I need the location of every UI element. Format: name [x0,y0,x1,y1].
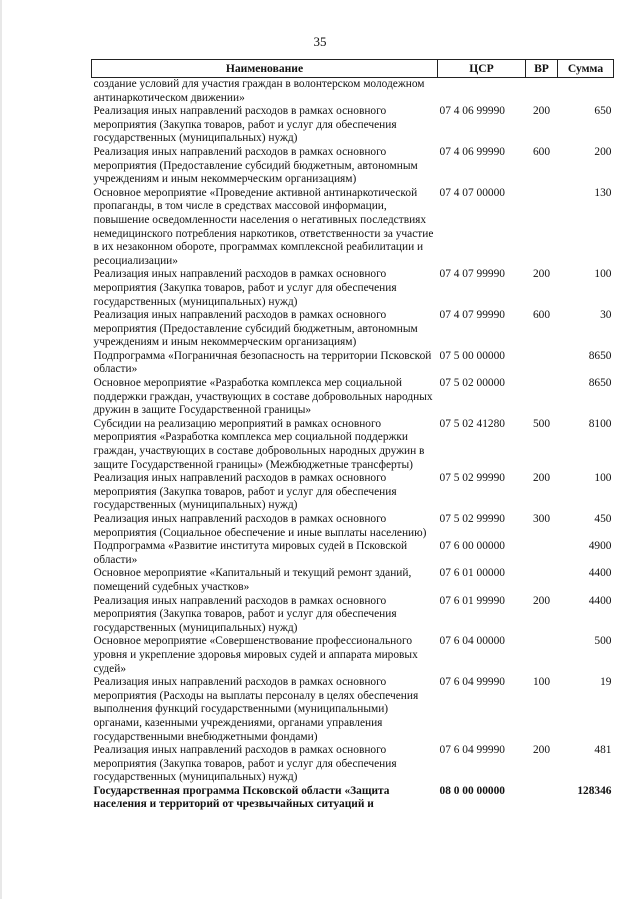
row-sum-cell: 100 [594,268,612,281]
row-csr-cell: 08 0 00 00000 [439,784,505,797]
row-vr-cell: 600 [532,145,551,158]
row-sum-cell: 650 [594,105,612,118]
row-name-cell: создание условий для участия граждан в волонтерском молодежном антинаркотическом движении» [92,78,438,106]
row-vr-cell: 200 [532,744,551,757]
row-name-cell: Подпрограмма «Развитие института мировых судей в Псковской области» [93,540,408,566]
header-row [92,60,614,78]
row-sum-cell: 30 [600,309,612,322]
row-vr-cell: 200 [532,594,551,607]
row-name-cell: Реализация иных направлений расходов в рамках основного мероприятия (Закупка товаров, работ и услуг для обеспечения государственных (муниципальных) нужд) [93,472,397,512]
row-name-cell: Подпрограмма «Пограничная безопасность на территории Псковской области» [93,349,432,376]
row-csr-cell: 07 4 06 99990 [439,145,505,158]
column-header-csr: ЦСР [438,60,526,78]
table-row [92,785,614,812]
row-name-cell: Реализация иных направлений расходов в рамках основного мероприятия (Закупка товаров, работ и услуг для обеспечения государственных (муниципальных) нужд) [93,268,397,308]
row-sum-cell: 4400 [588,567,612,580]
row-sum-cell: 19 [600,676,612,689]
row-name-cell: Реализация иных направлений расходов в рамках основного мероприятия (Предоставление субсидий бюджетным, автономным учреждениям и иным некоммерческим организациям) [93,145,418,186]
row-vr-cell: 300 [532,513,551,525]
column-header-vr: ВР [526,60,558,78]
row-name-cell: Реализация иных направлений расходов в рамках основного мероприятия (Закупка товаров, работ и услуг для обеспечения государственных (муниципальных) нужд) [93,744,397,784]
row-vr-cell [526,785,558,812]
table-row [92,472,614,513]
table-row [92,418,614,472]
row-csr-cell: 07 6 04 99990 [439,744,505,757]
row-vr-cell: 200 [532,268,551,281]
row-vr-cell [526,350,558,377]
row-sum-cell: 4400 [588,594,612,607]
table-row [92,350,614,377]
row-csr-cell: 07 6 01 99990 [439,594,505,607]
row-vr-cell: 600 [532,309,551,322]
row-vr-cell [526,567,558,594]
table-row [92,513,614,540]
row-sum-cell: 100 [594,472,612,485]
table-body [92,78,614,813]
row-csr-cell: 07 6 01 00000 [439,567,505,580]
row-csr-cell: 07 4 06 99990 [439,105,505,118]
row-sum-cell: 200 [594,145,612,158]
scan-edge [0,0,2,899]
row-vr-cell: 100 [532,676,551,689]
row-sum-cell: 128346 [577,784,612,797]
page-number: 35 [313,34,327,49]
row-vr-cell: 500 [532,417,551,430]
row-vr-cell [526,187,558,269]
table-header [92,60,614,78]
row-csr-cell: 07 5 00 00000 [439,349,505,362]
table-row [92,567,614,594]
row-csr-cell: 07 6 04 00000 [439,635,505,648]
row-vr-cell [526,540,558,567]
row-name-cell: Реализация иных направлений расходов в рамках основного мероприятия (Предоставление субсидий бюджетным, автономным учреждениям и иным некоммерческим организациям) [93,309,418,349]
row-name-cell: Реализация иных направлений расходов в рамках основного мероприятия (Закупка товаров, работ и услуг для обеспечения государственных (муниципальных) нужд) [93,594,397,634]
column-header-sum: Сумма [558,60,614,78]
row-sum-cell [558,78,614,106]
row-csr-cell: 07 6 00 00000 [439,540,505,553]
row-name-cell: Реализация иных направлений расходов в рамках основного мероприятия (Социальное обеспечение и иные выплаты населению) [93,513,427,539]
row-csr-cell: 07 5 02 99990 [439,513,505,525]
row-csr-cell: 07 5 02 99990 [439,472,505,485]
row-vr-cell: 200 [532,105,551,118]
table-row [92,595,614,636]
row-csr-cell: 07 4 07 99990 [439,309,505,322]
row-sum-cell: 8650 [588,377,612,390]
row-name-cell: Реализация иных направлений расходов в рамках основного мероприятия (Закупка товаров, работ и услуг для обеспечения государственных (муниципальных) нужд) [93,105,397,145]
table-row [92,78,614,106]
row-csr-cell: 07 5 02 41280 [439,417,505,430]
table-row [92,377,614,418]
row-name-cell: Основное мероприятие «Капитальный и текущий ремонт зданий, помещений судебных участков» [93,567,412,593]
row-sum-cell: 481 [594,744,612,757]
table-row [92,635,614,676]
row-name-cell: Основное мероприятие «Проведение активной антинаркотической пропаганды, в том числе в средствах массовой информации, повышение осведомленности населения о негативных последствиях немедицинского потребления наркотиков, ответственности за участие в их незаконном обороте, программах комплексной реабилитации и ресоциализации» [93,186,434,267]
row-sum-cell: 8100 [588,417,612,430]
row-vr-cell: 200 [532,472,551,485]
row-csr-cell: 07 5 02 00000 [439,377,505,390]
row-csr-cell: 07 6 04 99990 [439,676,505,689]
row-sum-cell: 450 [594,513,612,525]
row-vr-cell [526,377,558,418]
row-csr-cell: 07 4 07 00000 [439,186,505,199]
column-header-name: Наименование [92,60,438,78]
row-name-cell: Основное мероприятие «Совершенствование профессионального уровня и укрепление здоровья мировых судей и аппарата мировых судей» [93,635,418,675]
row-csr-cell [438,78,526,106]
row-sum-cell: 130 [594,186,612,199]
table-row [92,105,614,146]
table-row [92,540,614,567]
row-name-cell: Субсидии на реализацию мероприятий в рамках основного мероприятия «Разработка комплекса мер социальной поддержки граждан, участвующих в составе добровольных народных дружин в защите Государственной границы» (Межбюджетные трансферты) [93,417,425,471]
budget-table [91,59,614,812]
row-name-cell: Государственная программа Псковской области «Защита населения и территорий от чрезвычайных ситуаций и [93,784,390,811]
row-sum-cell: 4900 [588,540,612,553]
table-row [92,146,614,187]
row-vr-cell [526,78,558,106]
table-row [92,676,614,744]
table-row [92,744,614,785]
row-vr-cell [526,635,558,676]
table-row [92,268,614,309]
row-name-cell: Реализация иных направлений расходов в рамках основного мероприятия (Расходы на выплаты персоналу в целях обеспечения выполнения функций государственными (муниципальными) органами, казенными учреждениями, органами управления государственными внебюджетными фондами) [93,676,419,743]
row-sum-cell: 8650 [588,349,612,362]
row-name-cell: Основное мероприятие «Разработка комплекса мер социальной поддержки граждан, участвующих в составе добровольных народных дружин в защите Государственной границы» [93,377,433,417]
row-csr-cell: 07 4 07 99990 [439,268,505,281]
row-sum-cell: 500 [594,635,612,648]
table-row [92,309,614,350]
table-row [92,187,614,269]
